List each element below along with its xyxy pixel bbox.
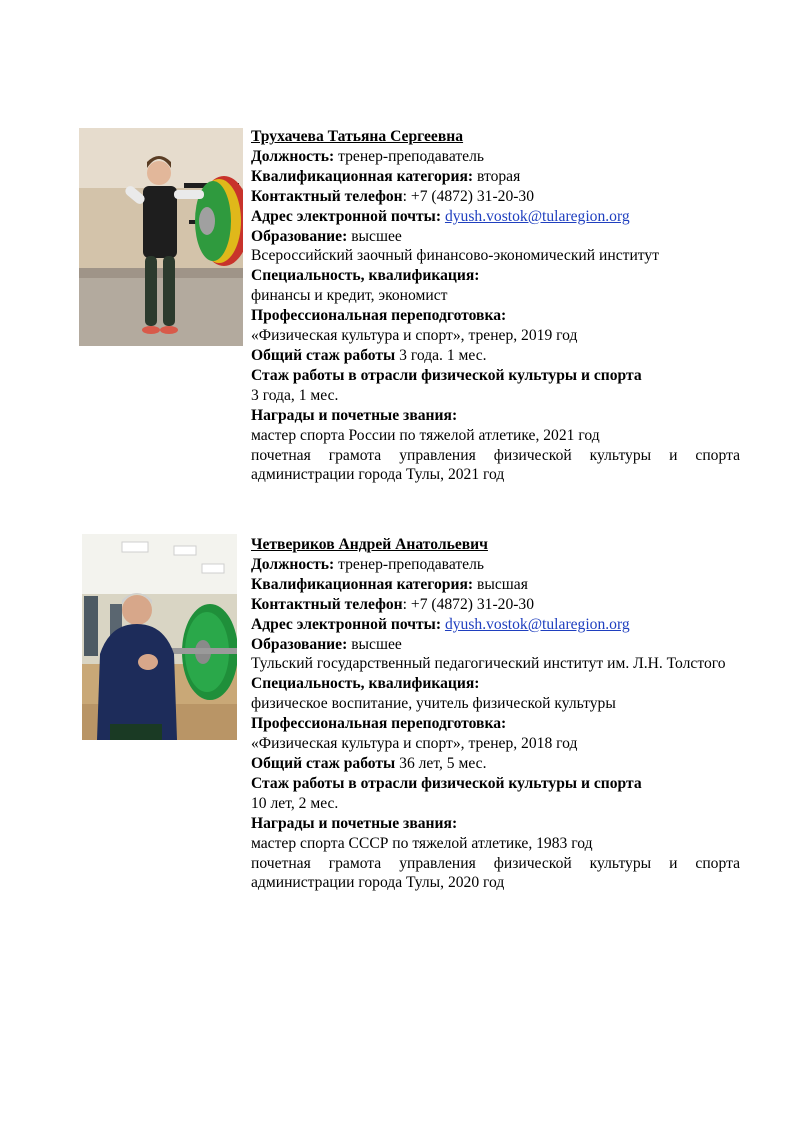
education-label: Образование: [251,635,348,653]
education-label: Образование: [251,227,348,245]
sport-experience-label: Стаж работы в отрасли физической культуры и спорта [251,774,642,792]
specialty-value: финансы и кредит, экономист [251,287,448,305]
total-experience-value: 3 года. 1 мес. [399,346,487,364]
category-label: Квалификационная категория: [251,167,474,185]
retraining-value: «Физическая культура и спорт», тренер, 2018 год [251,735,578,753]
total-experience-row [251,754,740,774]
education-row [251,635,740,655]
retraining-label: Профессиональная переподготовка: [251,307,507,325]
profile-info-2 [251,535,740,893]
awards-row [251,406,740,426]
retraining-label: Профессиональная переподготовка: [251,715,507,733]
retraining-row [251,306,740,326]
sport-experience-value: 10 лет, 2 мес. [251,794,339,812]
staff-name: Четвериков Андрей Анатольевич [251,536,488,553]
education-row [251,227,740,247]
sport-experience-row [251,366,740,386]
position-value: тренер-преподаватель [338,555,484,573]
award-item: мастер спорта России по тяжелой атлетике, 2021 год [251,426,600,444]
award-item: мастер спорта СССР по тяжелой атлетике, 1983 год [251,834,593,852]
phone-value: : +7 (4872) 31-20-30 [402,187,535,205]
category-row [251,575,740,595]
specialty-value: физическое воспитание, учитель физической культуры [251,695,616,713]
specialty-label: Специальность, квалификация: [251,675,480,693]
position-label: Должность: [251,555,335,573]
phone-label: Контактный телефон [251,595,403,613]
total-experience-row [251,346,740,366]
retraining-row [251,714,740,734]
email-label: Адрес электронной почты: [251,207,442,225]
category-label: Квалификационная категория: [251,575,474,593]
email-link[interactable]: dyush.vostok@tularegion.org [444,207,630,225]
awards-label: Награды и почетные звания: [251,814,458,832]
coach-photo-image [82,534,237,740]
profile-photo-1 [79,128,243,346]
institution-text: Всероссийский заочный финансово-экономический институт [251,247,660,265]
phone-label: Контактный телефон [251,187,403,205]
institution-text: Тульский государственный педагогический институт им. Л.Н. Толстого [251,655,726,673]
sport-experience-row [251,774,740,794]
awards-label: Награды и почетные звания: [251,406,458,424]
position-value: тренер-преподаватель [338,147,484,165]
retraining-value: «Физическая культура и спорт», тренер, 2019 год [251,327,578,345]
total-experience-value: 36 лет, 5 мес. [399,754,487,772]
category-value: высшая [477,575,528,593]
category-row [251,167,740,187]
position-label: Должность: [251,147,335,165]
total-experience-label: Общий стаж работы [251,346,396,364]
position-row [251,555,740,575]
sport-experience-value: 3 года, 1 мес. [251,386,339,404]
coach-photo-image [79,128,243,346]
specialty-row [251,266,740,286]
staff-name: Трухачева Татьяна Сергеевна [251,128,464,145]
position-row [251,147,740,167]
email-row [251,615,740,635]
phone-row [251,595,740,615]
specialty-row [251,674,740,694]
phone-row [251,187,740,207]
sport-experience-label: Стаж работы в отрасли физической культуры и спорта [251,366,642,384]
education-value: высшее [351,227,402,245]
award-item: почетная грамота управления физической культуры и спорта администрации города Тулы, 2021 год [251,446,740,484]
total-experience-label: Общий стаж работы [251,754,396,772]
specialty-label: Специальность, квалификация: [251,267,480,285]
email-link[interactable]: dyush.vostok@tularegion.org [444,615,630,633]
awards-row [251,814,740,834]
email-label: Адрес электронной почты: [251,615,442,633]
category-value: вторая [477,167,521,185]
phone-value: : +7 (4872) 31-20-30 [402,595,535,613]
education-value: высшее [351,635,402,653]
profile-info-1 [251,127,740,485]
profile-photo-2 [82,534,237,740]
award-item: почетная грамота управления физической культуры и спорта администрации города Тулы, 2020 год [251,854,740,892]
email-row [251,207,740,227]
